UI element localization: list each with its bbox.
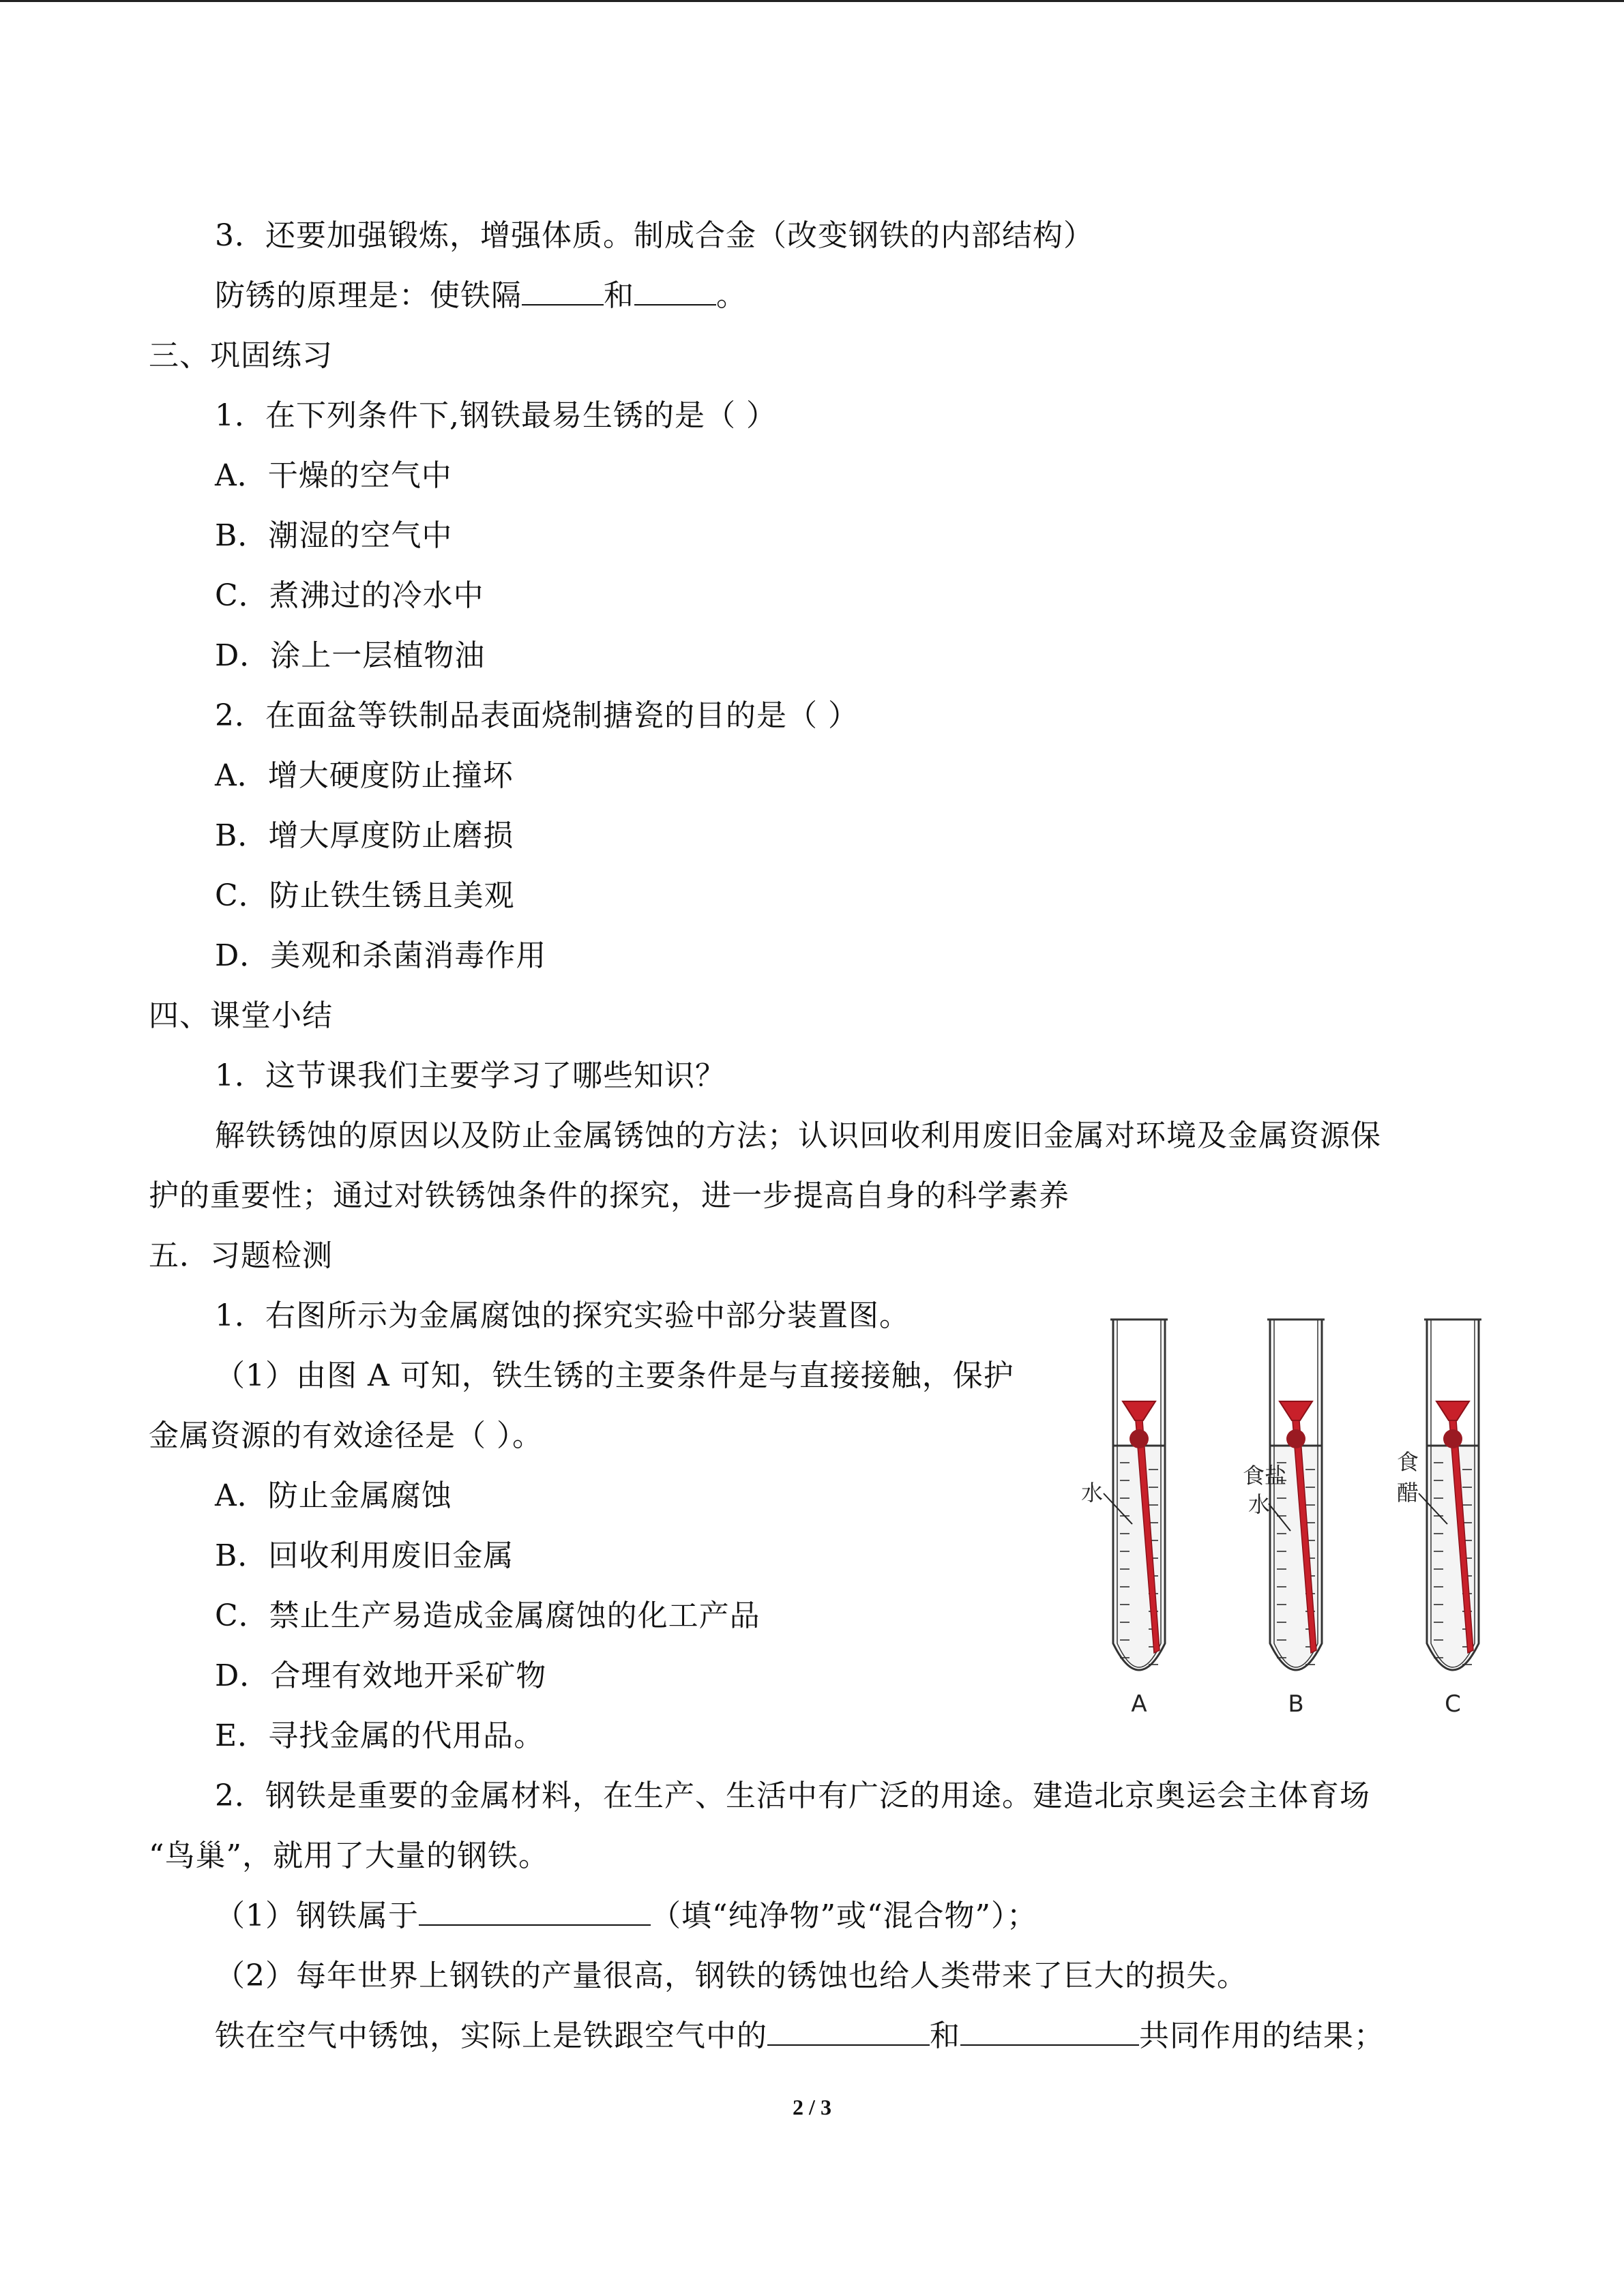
test-tube-diagram [1081, 1299, 1483, 1725]
line-segment: 。 [716, 278, 747, 313]
answer-blank [419, 1897, 651, 1926]
liquid-label: 醋 [1397, 1480, 1419, 1506]
tube-label: C [1445, 1690, 1461, 1718]
nail-head [1436, 1401, 1469, 1420]
option-text: C．禁止生产易造成金属腐蚀的化工产品 [215, 1598, 761, 1633]
liquid-label: 食 [1397, 1449, 1419, 1475]
test-tube-figure [1081, 1299, 1483, 1725]
question-text: 1．右图所示为金属腐蚀的探究实验中部分装置图。 [215, 1298, 910, 1333]
liquid-label: 水 [1081, 1480, 1104, 1506]
paragraph-text: 护的重要性；通过对铁锈蚀条件的探究，进一步提高自身的科学素养 [149, 1178, 1069, 1213]
rust-spot [1130, 1429, 1149, 1448]
answer-blank [522, 277, 604, 305]
question-text: （2）每年世界上钢铁的产量很高，钢铁的锈蚀也给人类带来了巨大的损失。 [215, 1958, 1247, 1993]
line-segment: 铁在空气中锈蚀，实际上是铁跟空气中的 [215, 2018, 767, 2053]
question-text: （1）由图 A 可知，铁生锈的主要条件是与直接接触，保护 [215, 1358, 1014, 1393]
answer-blank [960, 2017, 1139, 2046]
test-tube-b [1243, 1320, 1325, 1718]
option-text: A．干燥的空气中 [215, 458, 452, 493]
option-text: B．增大厚度防止磨损 [215, 818, 514, 853]
question-text: 金属资源的有效途径是（ ）。 [149, 1418, 543, 1453]
nail-head [1280, 1401, 1312, 1420]
option-text: C．煮沸过的冷水中 [215, 578, 484, 613]
option-text: E．寻找金属的代用品。 [215, 1718, 545, 1753]
option-text: D．合理有效地开采矿物 [215, 1658, 547, 1693]
question-text: 2．在面盆等铁制品表面烧制搪瓷的目的是（ ） [215, 698, 859, 733]
section-heading: 三、巩固练习 [149, 338, 333, 373]
answer-blank [634, 277, 716, 305]
page-number: 2 / 3 [793, 2095, 831, 2119]
rust-spot [1286, 1429, 1305, 1448]
option-text: B．回收利用废旧金属 [215, 1538, 514, 1573]
test-tube-c [1397, 1320, 1481, 1718]
line-segment: 和 [930, 2018, 960, 2053]
option-text: D．美观和杀菌消毒作用 [215, 938, 547, 973]
paragraph-text: 解铁锈蚀的原因以及防止金属锈蚀的方法；认识回收利用废旧金属对环境及金属资源保 [215, 1118, 1381, 1153]
option-text: A．增大硬度防止撞坏 [215, 758, 514, 793]
test-tube-a [1081, 1320, 1168, 1718]
line-segment: （填“纯净物”或“混合物”）； [651, 1898, 1037, 1933]
tube-label: A [1131, 1690, 1147, 1718]
option-text: A．防止金属腐蚀 [215, 1478, 452, 1513]
option-text: D．涂上一层植物油 [215, 638, 486, 673]
line-segment: 共同作用的结果； [1139, 2018, 1385, 2053]
option-text: B．潮湿的空气中 [215, 518, 453, 553]
question-text: 1．这节课我们主要学习了哪些知识？ [215, 1058, 726, 1093]
liquid-label: 水 [1248, 1491, 1271, 1517]
text-line [215, 275, 747, 316]
question-text [215, 1896, 1037, 1937]
line-segment: （1）钢铁属于 [215, 1898, 419, 1933]
section-heading: 四、课堂小结 [149, 998, 333, 1033]
question-text: 1．在下列条件下,钢铁最易生锈的是（ ） [215, 398, 777, 433]
answer-blank [767, 2017, 930, 2046]
nail-head [1123, 1401, 1155, 1420]
question-text: “鸟巢”，就用了大量的钢铁。 [149, 1838, 549, 1873]
question-text: 2．钢铁是重要的金属材料，在生产、生活中有广泛的用途。建造北京奥运会主体育场 [215, 1778, 1370, 1813]
rust-spot [1443, 1429, 1462, 1448]
section-heading: 五．习题检测 [149, 1238, 333, 1273]
liquid-label: 食盐 [1243, 1463, 1287, 1489]
tube-label: B [1288, 1690, 1304, 1718]
line-segment: 和 [604, 278, 634, 313]
line-segment: 防锈的原理是：使铁隔 [215, 278, 522, 313]
text-line: 3．还要加强锻炼，增强体质。制成合金（改变钢铁的内部结构） [215, 218, 1094, 253]
option-text: C．防止铁生锈且美观 [215, 878, 515, 913]
question-text [215, 2016, 1385, 2057]
